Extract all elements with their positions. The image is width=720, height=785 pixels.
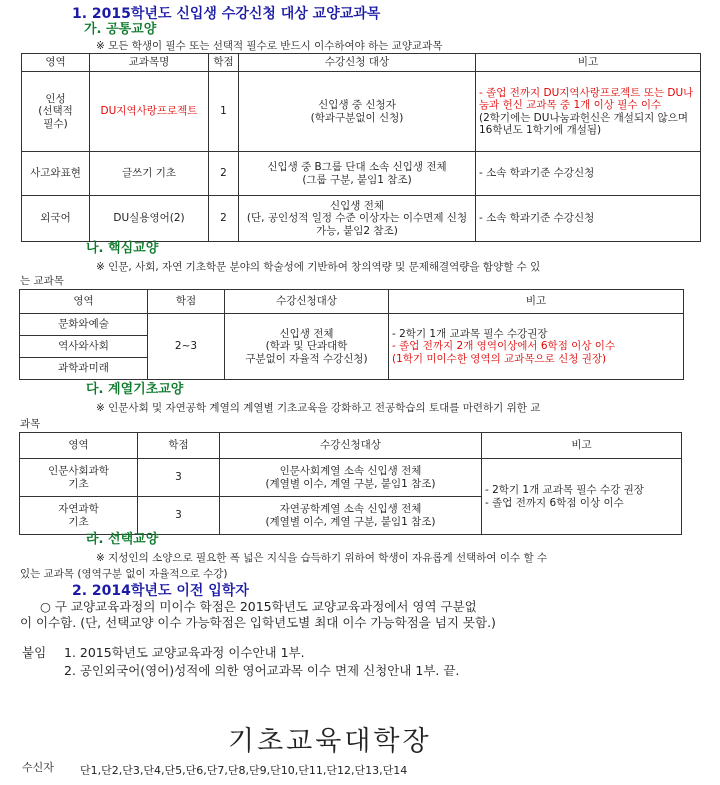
table-row	[22, 196, 701, 242]
da-note: - 2학기 1개 교과목 필수 수강 권장 - 졸업 전까지 6학점 이상 이수	[482, 459, 682, 535]
ga-row2-note: - 소속 학과기준 수강신청	[476, 152, 701, 196]
sender-title: 기초교육대학장	[228, 726, 432, 757]
na-note	[389, 314, 684, 380]
na-header-area: 영역	[20, 290, 148, 314]
ga-row1-target: 신입생 중 신청자 (학과구분없이 신청)	[239, 72, 476, 152]
da-header-target: 수강신청대상	[220, 433, 482, 459]
ga-header-target: 수강신청 대상	[239, 54, 476, 72]
da-header-area: 영역	[20, 433, 138, 459]
ga-header-credit: 학점	[209, 54, 239, 72]
ga-row1-area: 인성 (선택적 필수)	[22, 72, 90, 152]
na-area-3: 과학과미래	[20, 358, 148, 380]
ga-row1-note	[476, 72, 701, 152]
da-table-header	[20, 433, 682, 459]
da-row1-area: 인문사회과학 기초	[20, 459, 138, 497]
ra-description-line1: ※ 지성인의 소양으로 필요한 폭 넓은 지식을 습득하기 위하여 학생이 자유롭게 선택하여 이수 할 수	[96, 552, 548, 564]
na-area-2: 역사와사회	[20, 336, 148, 358]
ga-row3-note: - 소속 학과기준 수강신청	[476, 196, 701, 242]
da-description-line2: 과목	[20, 418, 41, 430]
ra-title: 라. 선택교양	[86, 532, 159, 547]
na-title: 나. 핵심교양	[86, 241, 159, 256]
section2-line1: ○ 구 교양교육과정의 미이수 학점은 2015학년도 교양교육과정에서 영역 구분없	[40, 599, 477, 614]
ga-row2-area: 사고와표현	[22, 152, 90, 196]
na-table-header	[20, 290, 684, 314]
da-table	[19, 432, 682, 535]
ga-row2-target: 신입생 중 B그룹 단대 소속 신입생 전체 (그룹 구분, 붙임1 참조)	[239, 152, 476, 196]
recipient-list: 단1,단2,단3,단4,단5,단6,단7,단8,단9,단10,단11,단12,단13,단14	[80, 764, 408, 777]
na-header-credit: 학점	[148, 290, 225, 314]
section2-title: 2. 2014학년도 이전 입학자	[72, 583, 249, 599]
ga-header-note: 비고	[476, 54, 701, 72]
section1-title: 1. 2015학년도 신입생 수강신청 대상 교양교과목	[72, 6, 381, 22]
ga-table-header	[22, 54, 701, 72]
na-header-target: 수강신청대상	[225, 290, 389, 314]
table-row	[20, 459, 682, 497]
attachment-item-1: 1. 2015학년도 교양교육과정 이수안내 1부.	[64, 645, 305, 660]
da-row2-area: 자연과학 기초	[20, 497, 138, 535]
da-row1-credit: 3	[138, 459, 220, 497]
na-note-line1: - 2학기 1개 교과목 필수 수강권장	[392, 328, 548, 341]
table-row	[22, 152, 701, 196]
table-row	[22, 72, 701, 152]
na-credit: 2~3	[148, 314, 225, 380]
da-description-line1: ※ 인문사회 및 자연공학 계열의 계열별 기초교육을 강화하고 전공학습의 토대를 마련하기 위한 교	[96, 402, 541, 414]
table-row	[20, 314, 684, 336]
na-area-1: 문화와예술	[20, 314, 148, 336]
na-target: 신입생 전체 (학과 및 단과대학 구분없이 자율적 수강신청)	[225, 314, 389, 380]
ga-table	[21, 53, 701, 242]
na-note-red: - 졸업 전까지 2개 영역이상에서 6학점 이상 이수 (1학기 미이수한 영역의 교과목으로 신청 권장)	[392, 340, 616, 365]
ga-row1-credit: 1	[209, 72, 239, 152]
ga-row3-credit: 2	[209, 196, 239, 242]
section2-line2: 이 이수함. (단, 선택교양 이수 가능학점은 입학년도별 최대 이수 가능학점을 넘지 못함.)	[20, 615, 496, 630]
attachment-item-2: 2. 공인외국어(영어)성적에 의한 영어교과목 이수 면제 신청안내 1부. 끝.	[64, 663, 460, 678]
da-title: 다. 계열기초교양	[86, 382, 184, 397]
ga-row2-credit: 2	[209, 152, 239, 196]
da-row2-target: 자연공학계열 소속 신입생 전체 (계열별 이수, 계열 구분, 붙임1 참조)	[220, 497, 482, 535]
ga-row3-target: 신입생 전체 (단, 공인성적 일정 수준 이상자는 이수면제 신청 가능, 붙임2 참조)	[239, 196, 476, 242]
recipient-label: 수신자	[22, 761, 54, 774]
da-header-credit: 학점	[138, 433, 220, 459]
ga-row3-area: 외국어	[22, 196, 90, 242]
ra-description-line2: 있는 교과목 (영역구분 없이 자율적으로 수강)	[20, 568, 228, 580]
da-header-note: 비고	[482, 433, 682, 459]
ga-row1-note-plain: (2학기에는 DU나눔과헌신은 개설되지 않으며 16학년도 1학기에 개설됨)	[479, 111, 688, 136]
ga-header-course: 교과목명	[90, 54, 209, 72]
ga-header-area: 영역	[22, 54, 90, 72]
na-description-line1: ※ 인문, 사회, 자연 기초학문 분야의 학술성에 기반하여 창의역량 및 문제해결역량을 함양할 수 있	[96, 261, 541, 273]
ga-description: ※ 모든 학생이 필수 또는 선택적 필수로 반드시 이수하여야 하는 교양교과목	[96, 40, 443, 52]
na-description-line2: 는 교과목	[20, 275, 64, 287]
ga-title: 가. 공통교양	[84, 22, 157, 37]
da-row2-credit: 3	[138, 497, 220, 535]
ga-row2-course: 글쓰기 기초	[90, 152, 209, 196]
da-row1-target: 인문사회계열 소속 신입생 전체 (계열별 이수, 계열 구분, 붙임1 참조)	[220, 459, 482, 497]
na-header-note: 비고	[389, 290, 684, 314]
na-table	[19, 289, 684, 380]
attachment-label: 붙임	[22, 645, 47, 660]
ga-row3-course: DU실용영어(2)	[90, 196, 209, 242]
ga-row1-note-red: - 졸업 전까지 DU지역사랑프로젝트 또는 DU나눔과 헌신 교과목 중 1개 이상 필수 이수	[479, 87, 694, 112]
ga-row1-course: DU지역사랑프로젝트	[90, 72, 209, 152]
